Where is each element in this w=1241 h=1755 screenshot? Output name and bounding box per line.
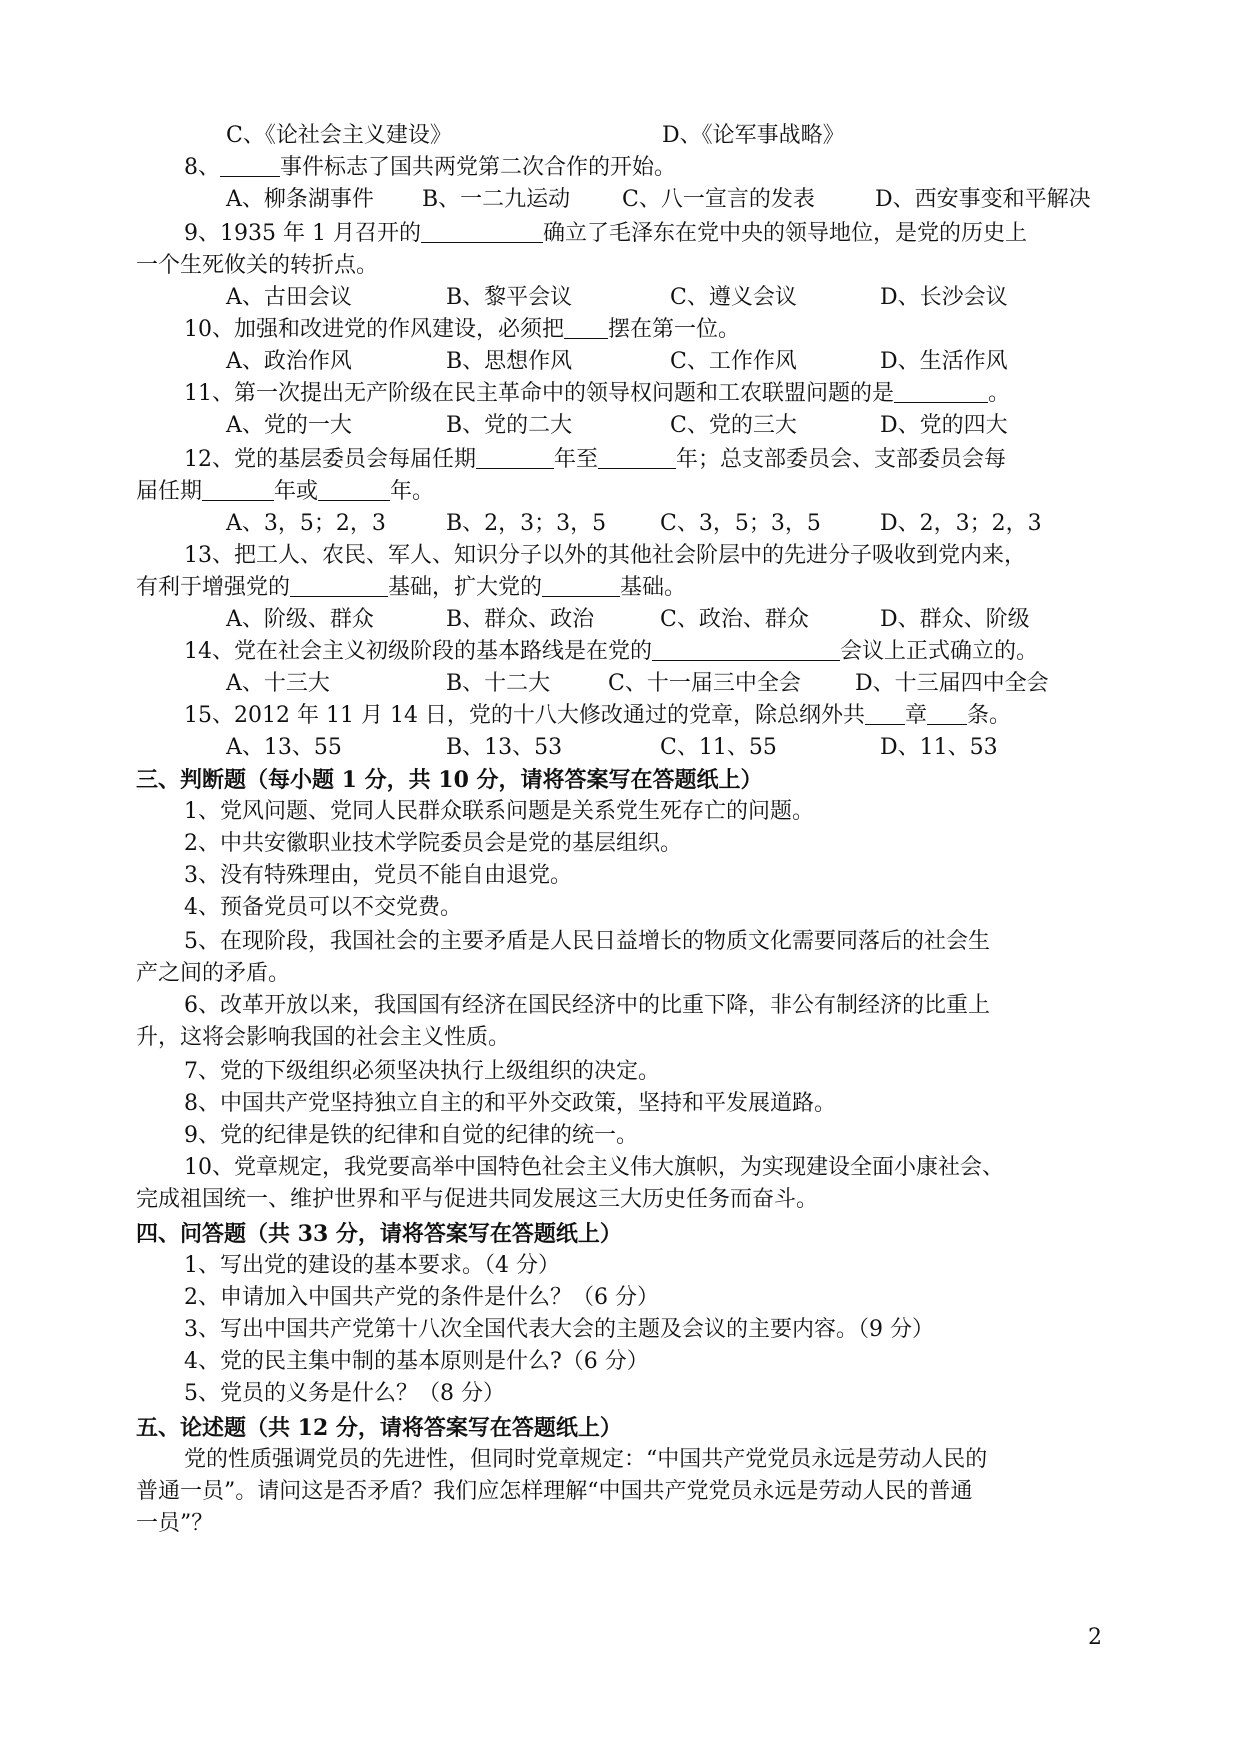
question-14: 14、党在社会主义初级阶段的基本路线是在党的 会议上正式确立的。 xyxy=(184,639,1039,664)
q9-option-a: A、古田会议 xyxy=(226,285,352,310)
qa-item-1: 1、写出党的建设的基本要求。（4 分） xyxy=(184,1253,560,1278)
question-13: 13、把工人、农民、军人、知识分子以外的其他社会阶层中的先进分子吸收到党内来， xyxy=(184,543,1026,568)
tf-item-4: 4、预备党员可以不交党费。 xyxy=(184,895,462,920)
essay-line-2: 普通一员”。请问这是否矛盾？我们应怎样理解“中国共产党党员永远是劳动人民的普通 xyxy=(136,1479,973,1504)
tf-item-2: 2、中共安徽职业技术学院委员会是党的基层组织。 xyxy=(184,831,682,856)
tf-item-7: 7、党的下级组织必须坚决执行上级组织的决定。 xyxy=(184,1059,660,1084)
q11-option-b: B、党的二大 xyxy=(446,413,573,438)
section-4-title: 四、问答题（共 33 分，请将答案写在答题纸上） xyxy=(136,1221,622,1247)
q14-option-d: D、十三届四中全会 xyxy=(855,671,1049,696)
q14-option-b: B、十二大 xyxy=(446,671,551,696)
q15-option-a: A、13、55 xyxy=(226,735,342,760)
question-9: 9、1935 年 1 月召开的 确立了毛泽东在党中央的领导地位，是党的历史上 xyxy=(184,221,1027,246)
q10-option-a: A、政治作风 xyxy=(226,349,352,374)
q13-option-a: A、阶级、群众 xyxy=(226,607,374,632)
tf-item-6: 6、改革开放以来，我国国有经济在国民经济中的比重下降，非公有制经济的比重上 xyxy=(184,993,990,1018)
tf-item-5-continued: 产之间的矛盾。 xyxy=(136,961,291,986)
tf-item-5: 5、在现阶段，我国社会的主要矛盾是人民日益增长的物质文化需要同落后的社会生 xyxy=(184,929,990,954)
q15-option-c: C、11、55 xyxy=(660,735,777,760)
q8-option-c: C、八一宣言的发表 xyxy=(622,187,815,212)
q12-option-a: A、3，5；2，3 xyxy=(226,511,386,536)
q11-option-a: A、党的一大 xyxy=(226,413,352,438)
tf-item-10-continued: 完成祖国统一、维护世界和平与促进共同发展这三大历史任务而奋斗。 xyxy=(136,1187,819,1212)
question-10: 10、加强和改进党的作风建设，必须把 摆在第一位。 xyxy=(184,317,741,342)
q10-option-c: C、工作作风 xyxy=(670,349,797,374)
q12-option-b: B、2，3；3，5 xyxy=(446,511,607,536)
page-number: 2 xyxy=(1088,1625,1102,1650)
question-15: 15、2012 年 11 月 14 日，党的十八大修改通过的党章，除总纲外共 章 条。 xyxy=(184,703,1011,728)
tf-item-10: 10、党章规定，我党要高举中国特色社会主义伟大旗帜，为实现建设全面小康社会、 xyxy=(184,1155,1004,1180)
section-5-title: 五、论述题（共 12 分，请将答案写在答题纸上） xyxy=(136,1415,622,1441)
question-8: 8、 事件标志了国共两党第二次合作的开始。 xyxy=(184,155,677,180)
q13-option-c: C、政治、群众 xyxy=(660,607,809,632)
section-3-title: 三、判断题（每小题 1 分，共 10 分，请将答案写在答题纸上） xyxy=(136,767,763,793)
question-9-continued: 一个生死攸关的转折点。 xyxy=(136,253,379,278)
q14-option-c: C、十一届三中全会 xyxy=(608,671,801,696)
tf-item-1: 1、党风问题、党同人民群众联系问题是关系党生死存亡的问题。 xyxy=(184,799,814,824)
question-11: 11、第一次提出无产阶级在民主革命中的领导权问题和工农联盟问题的是 。 xyxy=(184,381,1011,406)
tf-item-9: 9、党的纪律是铁的纪律和自觉的纪律的统一。 xyxy=(184,1123,638,1148)
essay-line-1: 党的性质强调党员的先进性，但同时党章规定：“中国共产党党员永远是劳动人民的 xyxy=(184,1447,988,1472)
qa-item-5: 5、党员的义务是什么？（8 分） xyxy=(184,1381,505,1406)
q8-option-d: D、西安事变和平解决 xyxy=(875,187,1091,212)
q9-option-b: B、黎平会议 xyxy=(446,285,573,310)
q9-option-d: D、长沙会议 xyxy=(880,285,1008,310)
q7-option-c: C、《论社会主义建设》 xyxy=(226,123,452,148)
tf-item-6-continued: 升，这将会影响我国的社会主义性质。 xyxy=(136,1025,511,1050)
q7-option-d: D、《论军事战略》 xyxy=(662,123,845,148)
qa-item-2: 2、申请加入中国共产党的条件是什么？（6 分） xyxy=(184,1285,659,1310)
qa-item-3: 3、写出中国共产党第十八次全国代表大会的主题及会议的主要内容。（9 分） xyxy=(184,1317,934,1342)
essay-line-3: 一员”？ xyxy=(136,1511,214,1536)
question-12: 12、党的基层委员会每届任期 年至 年；总支部委员会、支部委员会每 xyxy=(184,447,1007,472)
q8-option-a: A、柳条湖事件 xyxy=(226,187,374,212)
q12-option-d: D、2，3；2，3 xyxy=(880,511,1042,536)
q13-option-d: D、群众、阶级 xyxy=(880,607,1030,632)
tf-item-8: 8、中国共产党坚持独立自主的和平外交政策，坚持和平发展道路。 xyxy=(184,1091,836,1116)
q12-option-c: C、3，5；3，5 xyxy=(660,511,821,536)
q11-option-d: D、党的四大 xyxy=(880,413,1008,438)
q13-option-b: B、群众、政治 xyxy=(446,607,595,632)
q15-option-d: D、11、53 xyxy=(880,735,998,760)
q10-option-d: D、生活作风 xyxy=(880,349,1008,374)
q15-option-b: B、13、53 xyxy=(446,735,563,760)
tf-item-3: 3、没有特殊理由，党员不能自由退党。 xyxy=(184,863,572,888)
q9-option-c: C、遵义会议 xyxy=(670,285,797,310)
qa-item-4: 4、党的民主集中制的基本原则是什么?（6 分） xyxy=(184,1349,649,1374)
q11-option-c: C、党的三大 xyxy=(670,413,797,438)
q14-option-a: A、十三大 xyxy=(226,671,330,696)
q10-option-b: B、思想作风 xyxy=(446,349,573,374)
question-12-continued: 届任期 年或 年。 xyxy=(136,479,435,504)
question-13-continued: 有利于增强党的 基础，扩大党的 基础。 xyxy=(136,575,687,600)
q8-option-b: B、一二九运动 xyxy=(422,187,571,212)
